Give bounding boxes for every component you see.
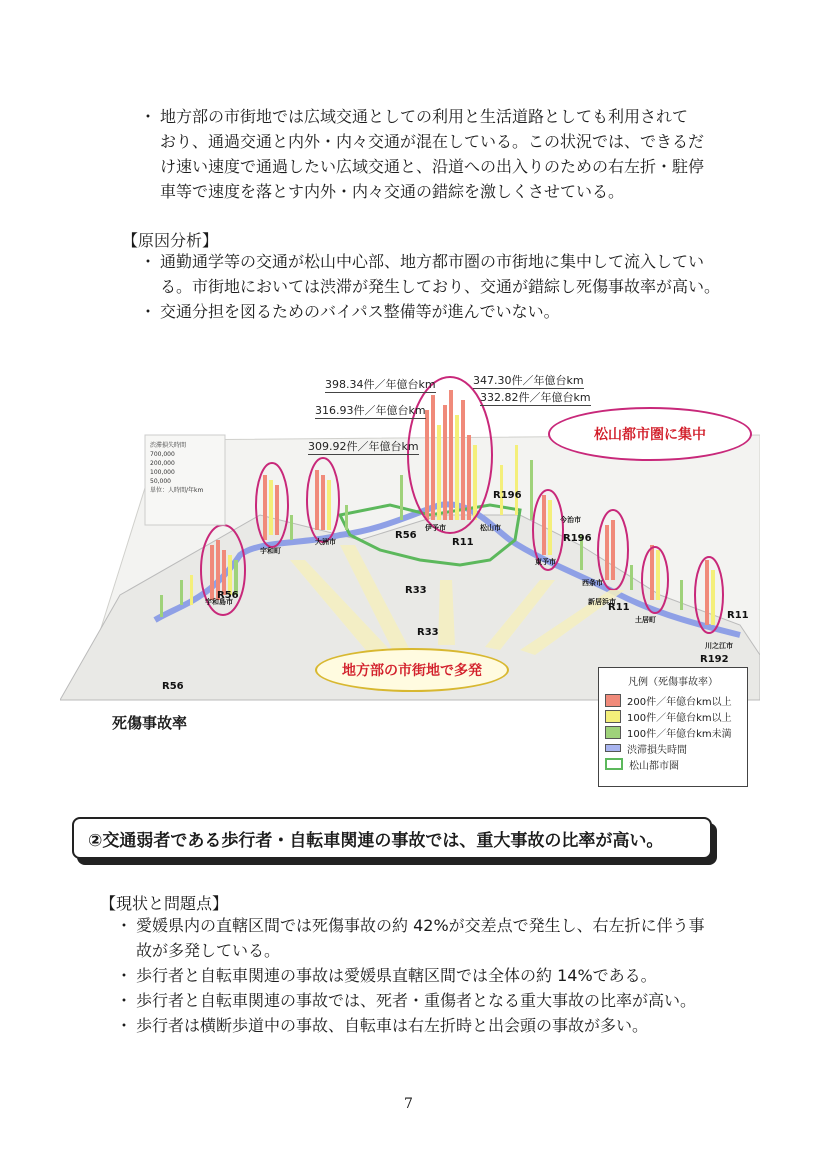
place-label: 松山市	[480, 524, 501, 532]
place-label: 川之江市	[705, 642, 733, 650]
legend-item: 200件／年億台km以上	[599, 692, 747, 708]
bullet-mark: ・	[115, 1016, 132, 1035]
road-label: R56	[395, 530, 417, 541]
place-label: 宇和町	[260, 547, 281, 555]
legend-item: 100件／年億台km未満	[599, 724, 747, 740]
mini-legend-value: 100,000	[150, 469, 175, 476]
legend-swatch	[605, 758, 623, 770]
bullet-mark: ・	[139, 252, 156, 271]
road-label: R196	[563, 533, 592, 544]
bullet-text: 歩行者と自転車関連の事故では、死者・重傷者となる重大事故の比率が高い。	[136, 991, 697, 1010]
section2-bullets	[112, 913, 752, 1038]
place-label: 大洲市	[315, 538, 336, 546]
road-label: R33	[417, 627, 439, 638]
road-label: R11	[727, 610, 749, 621]
road-label: R11	[608, 602, 630, 613]
place-label: 新居浜市	[588, 598, 616, 606]
mini-legend-value: 50,000	[150, 478, 171, 485]
mini-legend	[150, 441, 203, 495]
legend-title: 凡例（死傷事故率）	[628, 677, 718, 688]
bullet-mark: ・	[115, 991, 132, 1010]
map-legend	[598, 667, 748, 787]
place-label: 宇和島市	[205, 598, 233, 606]
road-label: R11	[452, 537, 474, 548]
callout-local: 地方部の市街地で多発	[315, 648, 509, 692]
rate-label: 347.30件／年億台km	[473, 374, 584, 387]
place-label: 今治市	[560, 516, 581, 524]
map-caption: 死傷事故率	[112, 714, 188, 732]
legend-swatch	[605, 744, 621, 752]
bullet-text: 車等で速度を落とす内外・内々交通の錯綜を激しくさせている。	[160, 182, 625, 201]
bullet-mark: ・	[139, 302, 156, 321]
section2-heading: 【現状と問題点】	[100, 894, 229, 913]
legend-swatch	[605, 710, 621, 723]
road-label: R196	[493, 490, 522, 501]
rate-label: 309.92件／年億台km	[308, 440, 419, 453]
bullet-text: け速い速度で通過したい広域交通と、沿道への出入りのための右左折・駐停	[160, 157, 705, 176]
place-label: 伊予市	[425, 524, 446, 532]
mini-legend-value: 200,000	[150, 460, 175, 467]
rate-label: 316.93件／年億台km	[315, 404, 426, 417]
bullet-mark: ・	[115, 916, 132, 935]
legend-swatch	[605, 726, 621, 739]
mini-legend-value: 700,000	[150, 451, 175, 458]
bullet-text: おり、通過交通と内外・内々交通が混在している。この状況では、できるだ	[160, 132, 705, 151]
bullet-text: 地方部の市街地では広域交通としての利用と生活道路としても利用されて	[160, 107, 689, 126]
legend-swatch	[605, 694, 621, 707]
legend-item: 100件／年億台km以上	[599, 708, 747, 724]
road-label: R56	[217, 590, 239, 601]
bullet-text: る。市街地においては渋滞が発生しており、交通が錯綜し死傷事故率が高い。	[160, 277, 721, 296]
road-label: R33	[405, 585, 427, 596]
bullet-text: 故が多発している。	[136, 941, 281, 960]
callout-matsuyama: 松山都市圏に集中	[548, 407, 752, 461]
bullet-text: 愛媛県内の直轄区間では死傷事故の約 42%が交差点で発生し、右左折に伴う事	[136, 916, 705, 935]
rate-label: 398.34件／年億台km	[325, 378, 436, 391]
bullet-text: 歩行者と自転車関連の事故は愛媛県直轄区間では全体の約 14%である。	[136, 966, 657, 985]
place-label: 西条市	[582, 579, 603, 587]
road-label: R192	[700, 654, 729, 665]
cause-heading: 【原因分析】	[122, 231, 219, 250]
bullet-mark: ・	[115, 966, 132, 985]
bullet-text: 通勤通学等の交通が松山中心部、地方都市圏の市街地に集中して流入してい	[160, 252, 705, 271]
intro-bullet	[136, 104, 746, 204]
bullet-mark: ・	[139, 107, 156, 126]
road-label: R56	[162, 681, 184, 692]
mini-legend-title: 渋滞損失時間	[150, 442, 187, 449]
legend-item: 松山都市圏	[599, 756, 747, 772]
page-number: 7	[404, 1096, 413, 1112]
mini-legend-unit: 単位：人時間/年km	[150, 487, 204, 494]
cause-bullets	[136, 249, 746, 324]
bullet-text: 交通分担を図るためのバイパス整備等が進んでいない。	[160, 302, 560, 321]
bullet-text: 歩行者は横断歩道中の事故、自転車は右左折時と出会頭の事故が多い。	[136, 1016, 649, 1035]
rate-label: 332.82件／年億台km	[480, 391, 591, 404]
section2-title: ②交通弱者である歩行者・自転車関連の事故では、重大事故の比率が高い。	[72, 817, 712, 859]
place-label: 土居町	[635, 616, 656, 624]
place-label: 東予市	[535, 558, 556, 566]
legend-item: 渋滞損失時間	[599, 740, 747, 756]
